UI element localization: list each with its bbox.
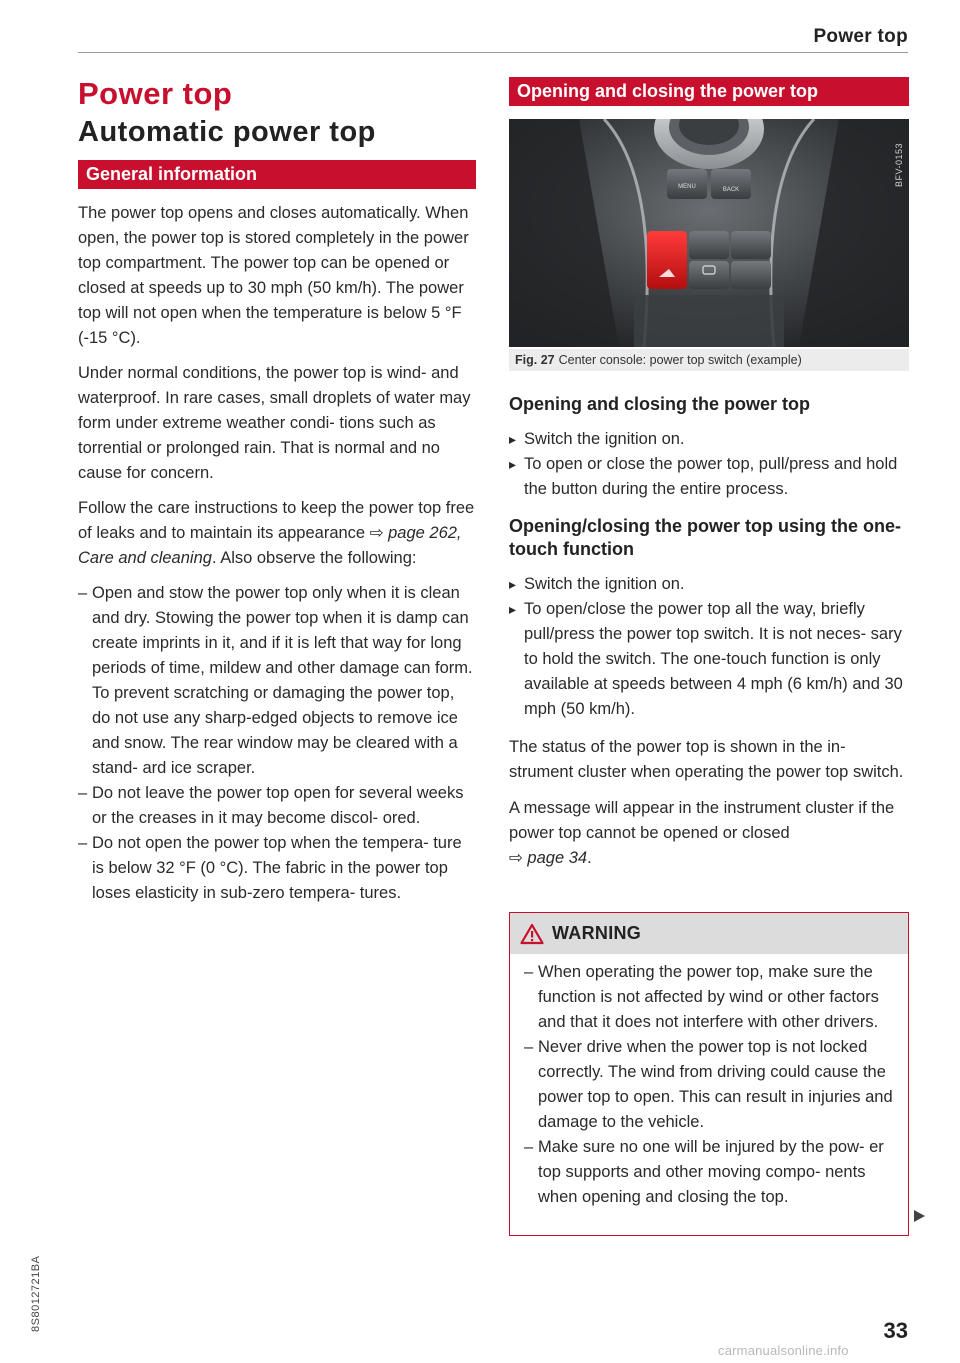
page-34-link[interactable]: ⇨ page 34: [509, 849, 588, 867]
status-paragraph: The status of the power top is shown in the in- strument cluster when operating the power top switch.: [509, 738, 904, 781]
right-body: [509, 393, 909, 881]
header-rule: [78, 52, 908, 53]
back-button-label: BACK: [722, 187, 740, 193]
figure-number: Fig. 27: [515, 353, 555, 367]
continue-arrow-icon: [914, 1210, 925, 1222]
paragraph: The power top opens and closes automatically. When open, the power top is stored completely in the power top compartment. The power top can be opened or closed at speeds up to 30 mph (50 km/h). The power top will not open when the temperature is below 5 °F (-15 °C).: [78, 204, 469, 347]
list-item: – When operating the power top, make sure the function is not affected by wind or other factors and that it does not interfere with other drivers.: [524, 960, 894, 1035]
list-item: ▸ Switch the ignition on.: [509, 427, 909, 452]
message-paragraph: [509, 796, 909, 871]
section-heading-opening: Opening and closing the power top: [509, 77, 909, 106]
watermark: carmanualsonline.info: [718, 1343, 849, 1358]
warning-box: [509, 912, 909, 1236]
care-text-end: . Also observe the following:: [211, 549, 417, 567]
message-text: A message will appear in the instrument cluster if the power top cannot be opened or closed: [509, 799, 895, 842]
steps-list: [509, 427, 909, 502]
running-head: Power top: [813, 26, 908, 47]
list-item: ▸ Switch the ignition on.: [509, 572, 909, 597]
list-item: – Do not open the power top when the tempera- ture is below 32 °F (0 °C). The fabric in the power top loses elasticity in sub-zero tempera- tures.: [78, 831, 476, 906]
figure-caption: [509, 349, 909, 371]
care-list: [78, 581, 476, 906]
left-body: [78, 201, 476, 906]
care-cleaning-link[interactable]: ⇨ page 262, Care and cleaning: [78, 524, 462, 567]
care-text: Follow the care instructions to keep the power top free of leaks and to maintain its appearance: [78, 499, 475, 542]
list-item: ▸ To open/close the power top all the way, briefly pull/press the power top switch. It is not neces- sary to hold the switch. The one-touch function is only available at speeds between 4 mph (6 km/h) and 30 mph (50 km/h).: [509, 597, 909, 722]
care-paragraph: [78, 496, 476, 571]
list-item: – Never drive when the power top is not locked correctly. The wind from driving could cause the power top to open. This can result in injuries and damage to the vehicle.: [524, 1035, 894, 1135]
list-item: – Open and stow the power top only when it is clean and dry. Stowing the power top when it is damp can create imprints in it, and if it is left that way for long periods of time, mildew and other damage can form. To prevent scratching or damaging the power top, do not use any sharp-edged objects to remove ice and snow. The rear window may be cleared with a stand- ard ice scraper.: [78, 581, 476, 781]
warning-header: [510, 913, 908, 954]
page-number: 33: [883, 1318, 908, 1343]
warning-body: [510, 954, 908, 1210]
warning-triangle-icon: [520, 923, 544, 945]
one-touch-steps-list: [509, 572, 909, 722]
figure-caption-text: Center console: power top switch (example): [558, 353, 802, 367]
paragraph: Under normal conditions, the power top is wind- and waterproof. In rare cases, small droplets of water may form under extreme weather condi- tions such as torrential or prolonged rain. That is normal and no cause for concern.: [78, 364, 471, 482]
menu-button-label: MENU: [678, 184, 696, 190]
figure-code: BFV-0153: [894, 142, 904, 187]
document-code: 8S8012721BA: [30, 1255, 42, 1332]
list-item: – Do not leave the power top open for several weeks or the creases in it may become discol- ored.: [78, 781, 476, 831]
heading-one-touch: Opening/closing the power top using the one-touch function: [509, 516, 901, 559]
warning-title: WARNING: [552, 923, 642, 943]
warning-list: [524, 960, 894, 1210]
page-subtitle: Automatic power top: [78, 116, 376, 148]
list-item: ▸ To open or close the power top, pull/press and hold the button during the entire process.: [509, 452, 909, 502]
figure-center-console: [509, 119, 909, 347]
center-console-illustration: [509, 119, 909, 347]
page-title: Power top: [78, 76, 233, 111]
heading-opening-closing: Opening and closing the power top: [509, 394, 810, 414]
section-heading-general: General information: [78, 160, 476, 189]
message-end: .: [587, 849, 592, 867]
list-item: – Make sure no one will be injured by the pow- er top supports and other moving compo- nents when opening and closing the top.: [524, 1135, 894, 1210]
